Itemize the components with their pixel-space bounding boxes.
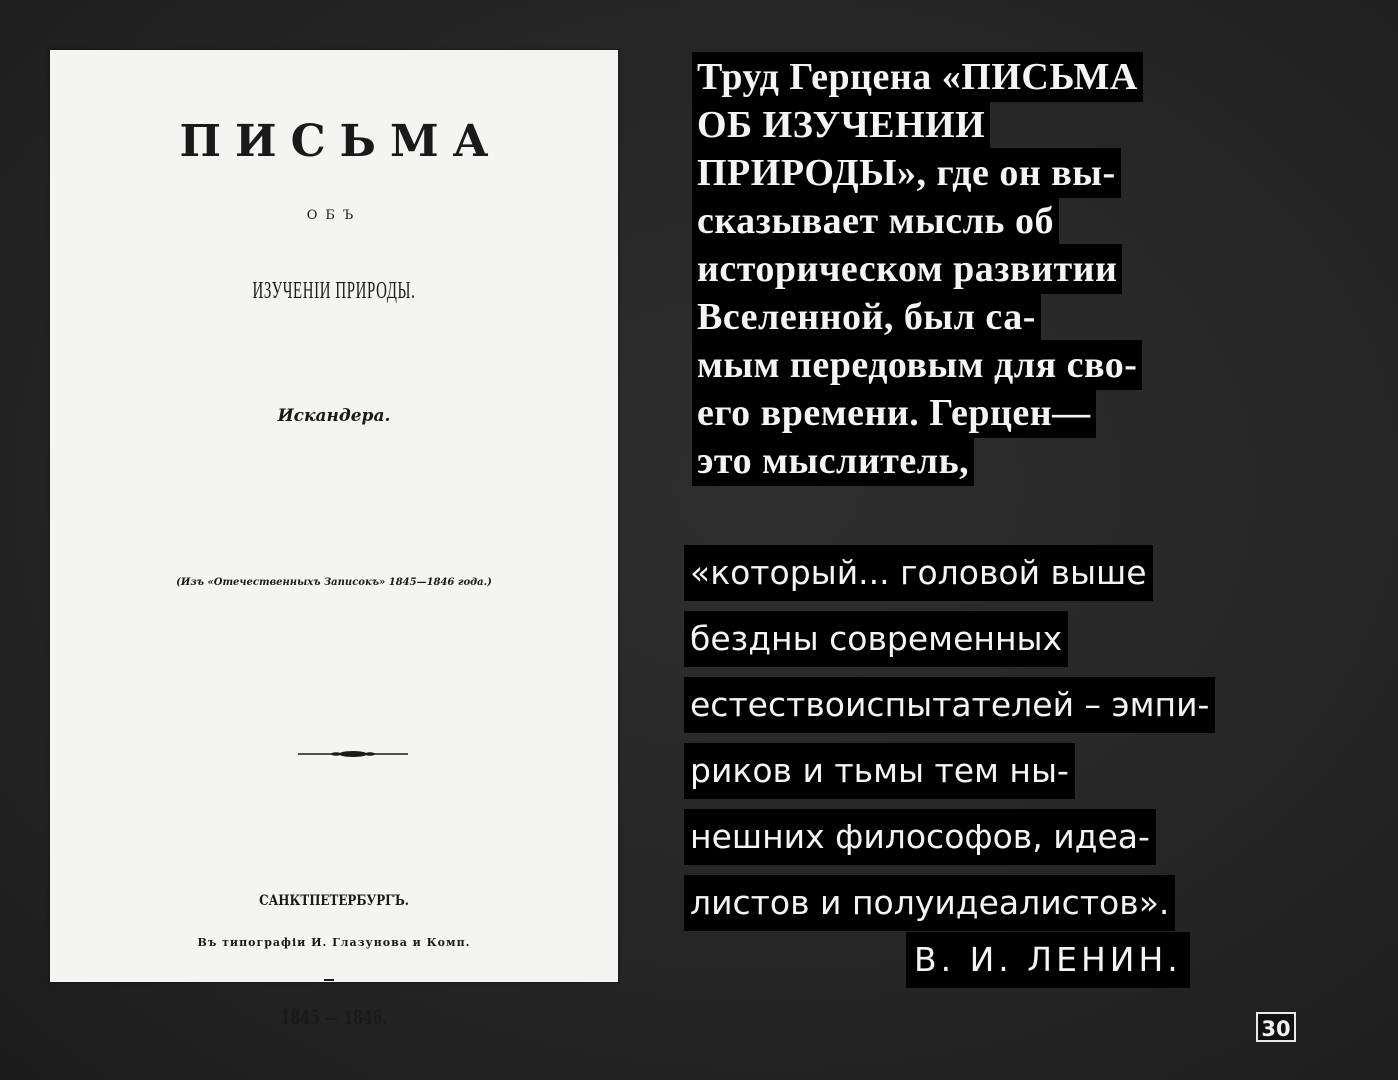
book-author: Искандера. [277, 406, 391, 426]
caption-line: это мыслитель, [692, 436, 974, 486]
caption-line: ОБ ИЗУЧЕНИИ [692, 100, 990, 150]
caption-line: историческом развитии [692, 244, 1122, 294]
book-city: САНКТПЕТЕРБУРГЪ. [259, 893, 409, 909]
book-subtitle-ob: ОБЪ [306, 208, 362, 223]
caption-line: мым передовым для сво- [692, 340, 1142, 390]
quote-line: нешних философов, идеа- [684, 809, 1156, 865]
quote-line: естествоиспытателей – эмпи- [684, 677, 1215, 733]
book-years: 1845 — 1846. [280, 1005, 388, 1029]
quote-author-text: В. И. ЛЕНИН. [906, 932, 1190, 988]
caption-line: Вселенной, был са- [692, 292, 1041, 342]
book-title: ПИСЬМА [179, 116, 503, 167]
caption-text [692, 52, 1252, 484]
quote-line: «который... головой выше [684, 545, 1153, 601]
caption-line: Труд Герцена «ПИСЬМА [692, 52, 1143, 102]
quote-line: риков и тьмы тем ны- [684, 743, 1075, 799]
book-dash [324, 979, 334, 981]
book-printer: Въ типографіи И. Глазунова и Комп. [197, 936, 471, 949]
book-title-page [50, 50, 618, 1029]
ornament-divider-icon [298, 747, 408, 761]
quote-line: бездны современных [684, 611, 1068, 667]
quote-author [906, 932, 1190, 988]
frame-number-badge: 30 [1256, 1012, 1296, 1042]
book-source-note: (Изъ «Отечественныхъ Записокъ» 1845—1846 года.) [176, 577, 492, 588]
lenin-quote [684, 545, 1324, 941]
caption-line: его времени. Герцен— [692, 388, 1096, 438]
caption-line: ПРИРОДЫ», где он вы- [692, 148, 1121, 198]
caption-line: сказывает мысль об [692, 196, 1059, 246]
book-subtitle: ИЗУЧЕНІИ ПРИРОДЫ. [252, 278, 416, 304]
quote-line: листов и полуидеалистов». [684, 875, 1175, 931]
